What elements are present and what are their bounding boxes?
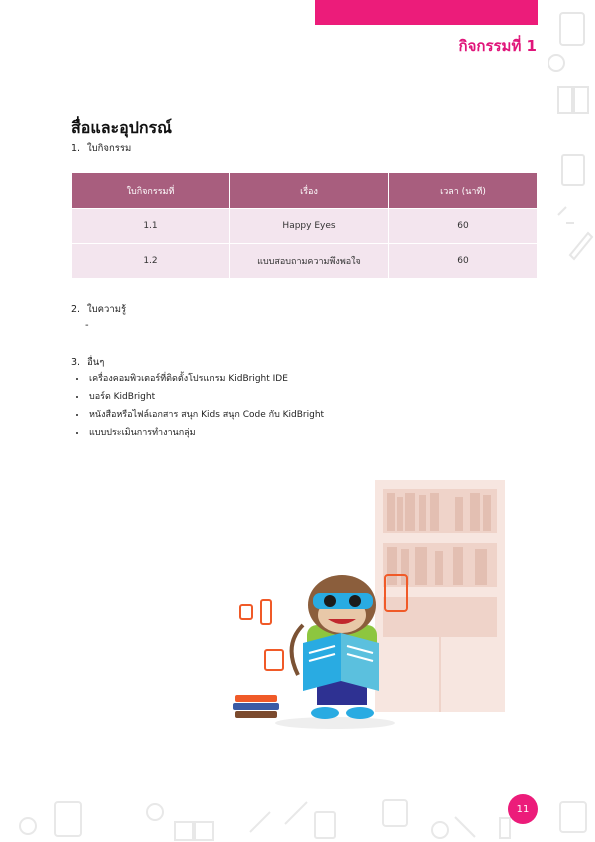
table-cell: 1.2	[72, 244, 230, 279]
list-item: • เครื่องคอมพิวเตอร์ที่ติดตั้งโปรแกรม KidBright IDE	[87, 370, 324, 388]
list-item: • แบบประเมินการทำงานกลุ่ม	[87, 424, 324, 442]
monkey-reading-illustration	[225, 475, 525, 745]
item-1-number: 1.	[71, 143, 81, 154]
table-header-cell: เรื่อง	[230, 173, 389, 209]
item-1-label: ใบกิจกรรม	[87, 143, 132, 154]
item-2-label: ใบความรู้	[87, 304, 127, 315]
other-materials-list	[70, 370, 324, 442]
page-number: 11	[508, 794, 538, 824]
list-item: • บอร์ด KidBright	[87, 388, 324, 406]
activity-title: กิจกรรมที่ 1	[458, 37, 537, 55]
decorative-icons-right	[548, 5, 595, 265]
table-cell: 60	[389, 209, 538, 244]
activity-sheets-table	[71, 172, 538, 279]
table-cell: Happy Eyes	[230, 209, 389, 244]
table-header-cell: ใบกิจกรรมที่	[72, 173, 230, 209]
decorative-icons-footer	[0, 782, 595, 842]
table-header-cell: เวลา (นาที)	[389, 173, 538, 209]
item-3	[71, 355, 104, 370]
table-row	[72, 209, 538, 244]
table-cell: แบบสอบถามความพึงพอใจ	[230, 244, 389, 279]
item-1	[71, 141, 131, 156]
table-cell: 60	[389, 244, 538, 279]
section-title: สื่อและอุปกรณ์	[71, 118, 172, 137]
item-2	[71, 302, 126, 317]
table-row	[72, 244, 538, 279]
item-2-number: 2.	[71, 304, 81, 315]
item-3-number: 3.	[71, 357, 81, 368]
table-cell: 1.1	[72, 209, 230, 244]
table-header-row	[72, 173, 538, 209]
item-2-content: -	[85, 320, 89, 331]
item-3-label: อื่นๆ	[87, 357, 105, 368]
header-pink-bar	[315, 0, 538, 25]
list-item: • หนังสือหรือไฟล์เอกสาร สนุก Kids สนุก Code กับ KidBright	[87, 406, 324, 424]
